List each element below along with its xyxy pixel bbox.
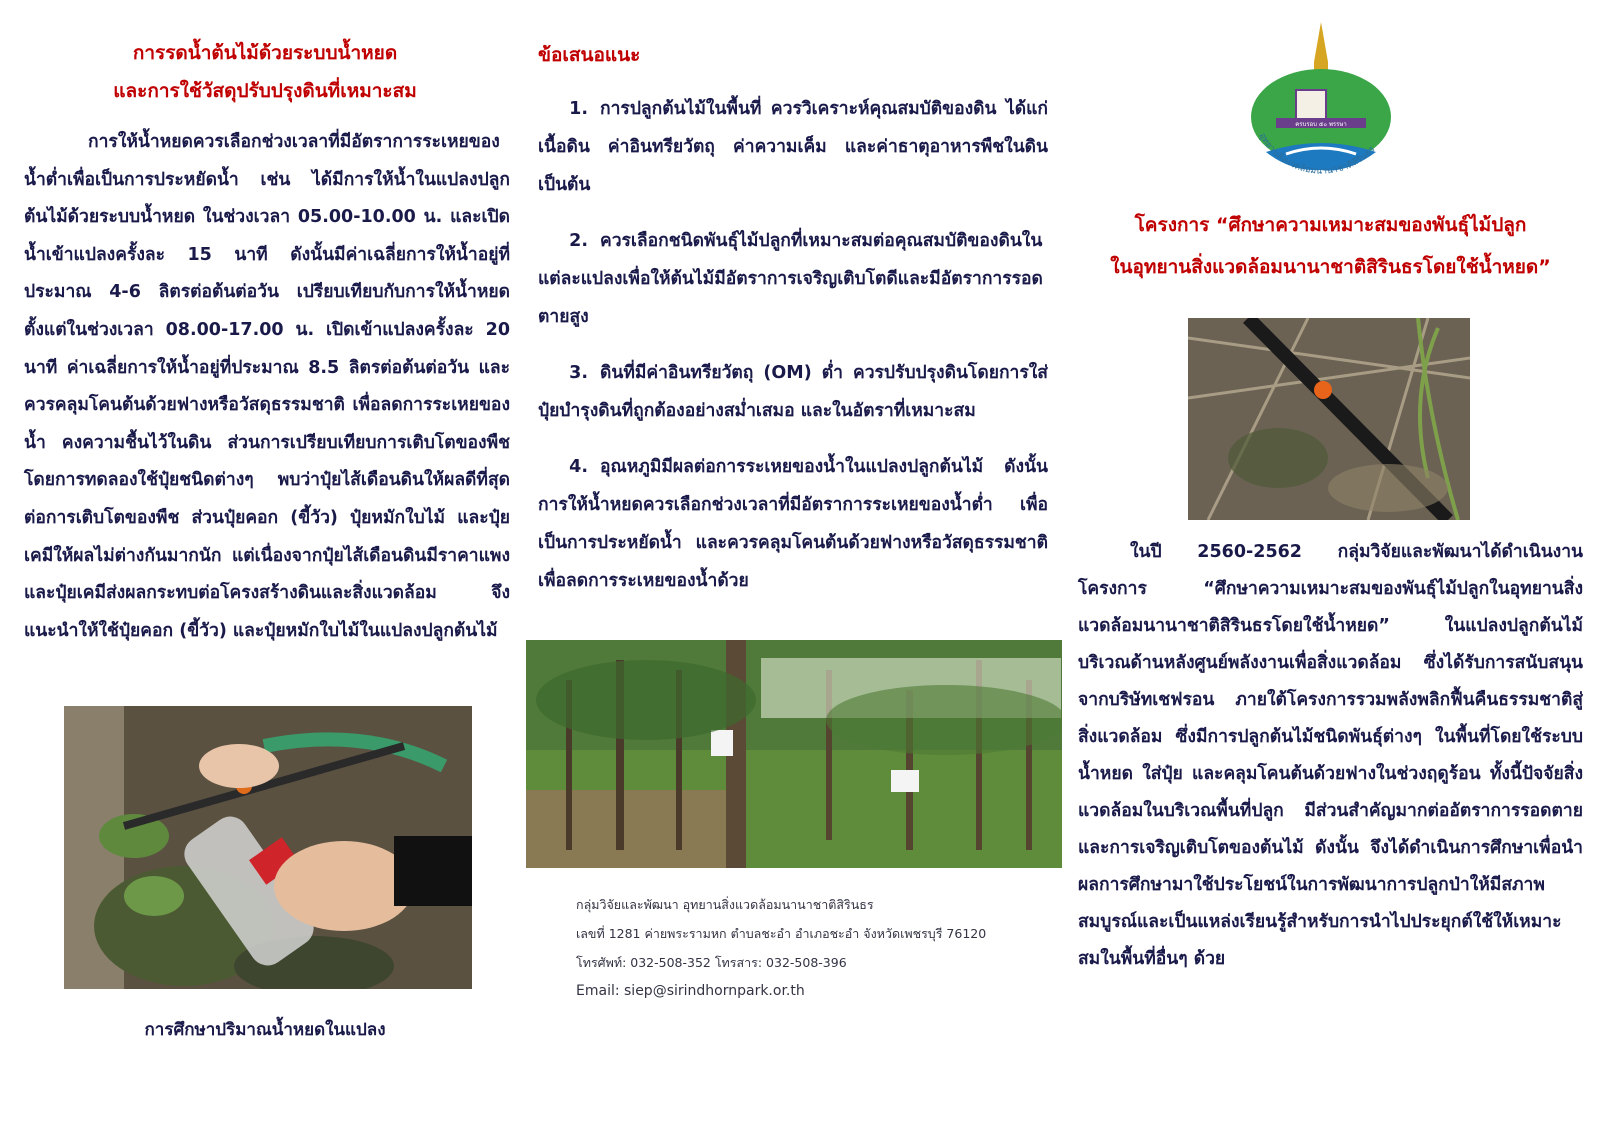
recommendation-item (538, 354, 1048, 430)
item-number: 4. (569, 457, 588, 477)
contact-info (576, 890, 986, 1006)
item-text: การปลูกต้นไม้ในพื้นที่ ควรวิเคราะห์คุณสมบัติของดิน ได้แก่ เนื้อดิน ค่าอินทรียวัตถุ ค่าความเค็ม และค่าธาตุอาหารพืชในดิน เป็นต้น (538, 99, 1048, 195)
item-number: 2. (569, 231, 588, 251)
contact-org: กลุ่มวิจัยและพัฒนา อุทยานสิ่งแวดล้อมนานาชาติสิรินธร (576, 897, 874, 912)
recommendations-heading: ข้อเสนอแนะ (538, 44, 641, 66)
drip-measurement-photo (64, 706, 472, 989)
contact-address: เลขที่ 1281 ค่ายพระรามหก ตำบลชะอำ อำเภอชะอำ จังหวัดเพชรบุรี 76120 (576, 926, 987, 941)
drip-emitter-illustration (1188, 318, 1470, 520)
item-number: 3. (569, 363, 588, 383)
item-text: อุณหภูมิมีผลต่อการระเหยของน้ำในแปลงปลูกต้นไม้ ดังนั้นการให้น้ำหยดควรเลือกช่วงเวลาที่มีอัตราการระเหยของน้ำต่ำ เพื่อเป็นการประหยัดน้ำ และควรคลุมโคนต้นด้วยฟางหรือวัสดุธรรมชาติ เพื่อลดการระเหยของน้ำด้วย (538, 457, 1048, 591)
contact-phone: โทรศัพท์: 032-508-352 โทรสาร: 032-508-396 (576, 955, 847, 970)
recommendation-item (538, 90, 1048, 204)
photo-caption: การศึกษาปริมาณน้ำหยดในแปลง (144, 1020, 386, 1040)
park-logo-icon (1236, 22, 1406, 202)
right-body-text: ในปี 2560-2562 กลุ่มวิจัยและพัฒนาได้ดำเนินงานโครงการ “ศึกษาความเหมาะสมของพันธุ์ไม้ปลูกในอุทยานสิ่งแวดล้อมนานาชาติสิรินธรโดยใช้น้ำหยด” ในแปลงปลูกต้นไม้บริเวณด้านหลังศูนย์พลังงานเพื่อสิ่งแวดล้อม ซึ่งได้รับการสนับสนุนจากบริษัทเชฟรอน ภายใต้โครงการรวมพลังพลิกฟื้นคืนธรรมชาติสู่สิ่งแวดล้อม ซึ่งมีการปลูกต้นไม้ชนิดพันธุ์ต่างๆ ในพื้นที่โดยใช้ระบบน้ำหยด ใส่ปุ๋ย และคลุมโคนต้นด้วยฟางในช่วงฤดูร้อน ทั้งนี้ปัจจัยสิ่งแวดล้อมในบริเวณพื้นที่ปลูก มีส่วนสำคัญมากต่ออัตราการรอดตายและการเจริญเติบโตของต้นไม้ ดังนั้น จึงได้ดำเนินการศึกษาเพื่อนำผลการศึกษามาใช้ประโยชน์ในการพัฒนาการปลูกป่าให้มีสภาพสมบูรณ์และเป็นแหล่งเรียนรู้สำหรับการนำไปประยุกต์ใช้ให้เหมาะสมในพื้นที่อื่นๆ ด้วย (1078, 542, 1583, 969)
contact-email: Email: siep@sirindhornpark.or.th (576, 983, 805, 999)
left-title-line1: การรดน้ำต้นไม้ด้วยระบบน้ำหยด (132, 42, 398, 64)
left-title (20, 34, 510, 110)
item-text: ควรเลือกชนิดพันธุ์ไม้ปลูกที่เหมาะสมต่อคุณสมบัติของดินในแต่ละแปลงเพื่อให้ต้นไม้มีอัตราการเจริญเติบโตดีและมีอัตราการรอดตายสูง (538, 231, 1043, 327)
logo-arc-text: อุทยานสิ่งแวดล้อมนานาชาติสิรินธร (1256, 131, 1378, 177)
park-logo (1236, 22, 1406, 202)
drip-measurement-illustration (64, 706, 472, 989)
recommendation-item (538, 448, 1048, 600)
item-text: ดินที่มีค่าอินทรียวัตถุ (OM) ต่ำ ควรปรับปรุงดินโดยการใส่ปุ๋ยบำรุงดินที่ถูกต้องอย่างสม่ำเสมอ และในอัตราที่เหมาะสม (538, 363, 1048, 421)
planting-plot-photo (526, 640, 1062, 868)
project-title-line1: โครงการ “ศึกษาความเหมาะสมของพันธุ์ไม้ปลูก (1134, 214, 1527, 236)
project-title-line2: ในอุทยานสิ่งแวดล้อมนานาชาติสิรินธรโดยใช้น้ำหยด” (1110, 256, 1551, 278)
forest-plot-illustration (526, 640, 1062, 868)
project-title (1078, 204, 1583, 288)
left-title-line2: และการใช้วัสดุปรับปรุงดินที่เหมาะสม (113, 80, 417, 102)
recommendation-item (538, 222, 1048, 336)
drip-emitter-photo (1188, 318, 1470, 520)
item-number: 1. (569, 99, 588, 119)
logo-band-text: ครบรอบ ๕๐ พรรษา (1295, 121, 1347, 128)
left-body-text: การให้น้ำหยดควรเลือกช่วงเวลาที่มีอัตราการระเหยของน้ำต่ำเพื่อเป็นการประหยัดน้ำ เช่น ได้มีการให้น้ำในแปลงปลูกต้นไม้ด้วยระบบน้ำหยด ในช่วงเวลา 05.00-10.00 น. และเปิดน้ำเข้าแปลงครั้งละ 15 นาที ดังนั้นมีค่าเฉลี่ยการให้น้ำอยู่ที่ประมาณ 4-6 ลิตรต่อต้นต่อวัน เปรียบเทียบกับการให้น้ำหยดตั้งแต่ในช่วงเวลา 08.00-17.00 น. เปิดเข้าแปลงครั้งละ 20 นาที ค่าเฉลี่ยการให้น้ำอยู่ที่ประมาณ 8.5 ลิตรต่อต้นต่อวัน และควรคลุมโคนต้นด้วยฟางหรือวัสดุธรรมชาติ เพื่อลดการระเหยของน้ำ คงความชื้นไว้ในดิน ส่วนการเปรียบเทียบการเติบโตของพืชโดยการทดลองใช้ปุ๋ยชนิดต่างๆ พบว่าปุ๋ยไส้เดือนดินให้ผลดีที่สุดต่อการเติบโตของพืช ส่วนปุ๋ยคอก (ขี้วัว) ปุ๋ยหมักใบไม้ และปุ๋ยเคมีให้ผลไม่ต่างกันมากนัก แต่เนื่องจากปุ๋ยไส้เดือนดินมีราคาแพง และปุ๋ยเคมีส่งผลกระทบต่อโครงสร้างดินและสิ่งแวดล้อม จึงแนะนำให้ใช้ปุ๋ยคอก (ขี้วัว) และปุ๋ยหมักใบไม้ในแปลงปลูกต้นไม้ (24, 132, 510, 641)
